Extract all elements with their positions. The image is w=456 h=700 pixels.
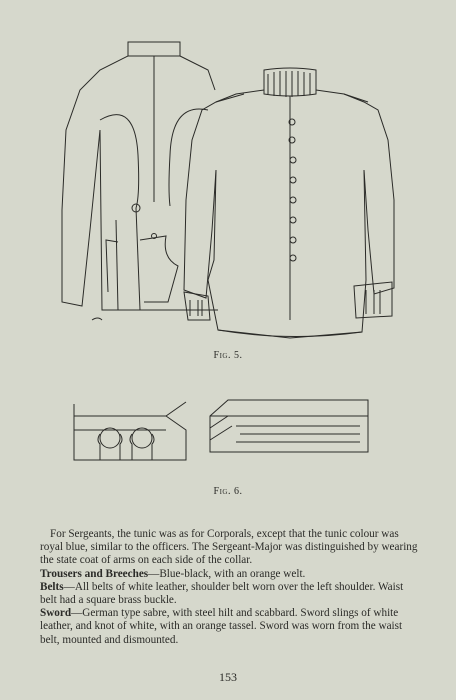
paragraph-sword — [40, 607, 420, 647]
trousers-text: —Blue-black, with an orange welt. — [148, 567, 306, 580]
body-text — [40, 528, 420, 647]
tunic-front-view — [184, 68, 394, 338]
belts-text: —All belts of white leather, shoulder belt worn over the left shoulder. Waist belt had a square brass buckle. — [40, 580, 404, 607]
fig6-cuff-illustration — [60, 390, 380, 475]
cuff-detail-left — [74, 402, 186, 460]
paragraph-sergeants: For Sergeants, the tunic was as for Corporals, except that the tunic colour was royal blue, similar to the officers. The Sergeant-Major was distinguished by wearing the state coat of arms on each side of the collar. — [40, 528, 418, 567]
tunic-back-view — [62, 42, 218, 310]
cuff-detail-right — [210, 400, 368, 452]
fig5-tunic-illustration — [40, 30, 420, 350]
sword-text: —German type sabre, with steel hilt and scabbard. Sword slings of white leather, and knot of white, with an orange tassel. Sword was worn from the waist belt, mounted and dismounted. — [40, 607, 403, 646]
fig5-caption: Fig. 5. — [213, 350, 243, 361]
fig6-caption: Fig. 6. — [213, 486, 243, 497]
paragraph-trousers — [40, 568, 420, 581]
trousers-heading: Trousers and Breeches — [40, 567, 149, 580]
belts-heading: Belts — [40, 580, 64, 593]
paragraph-belts — [40, 581, 420, 607]
sword-heading: Sword — [40, 607, 72, 620]
artist-signature — [92, 318, 102, 320]
page-number: 153 — [219, 670, 237, 684]
